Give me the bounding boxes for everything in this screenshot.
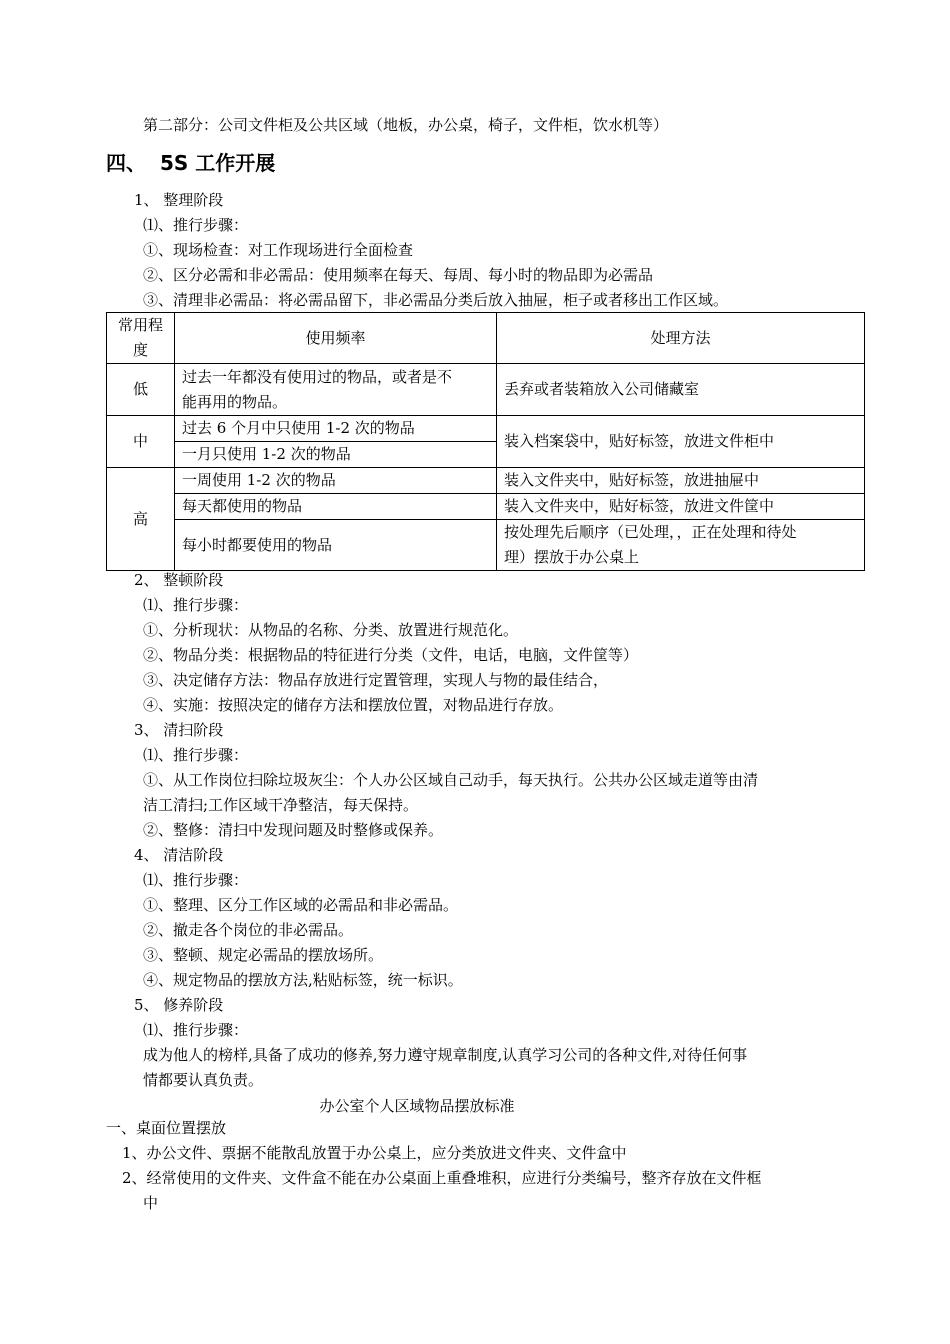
table-row [107, 494, 865, 520]
low-method: 丢弃或者装箱放入公司储藏室 [497, 364, 865, 416]
level-mid: 中 [107, 416, 175, 468]
level-low: 低 [107, 364, 175, 416]
standard-item2b: 中 [143, 1194, 159, 1212]
header-frequency: 使用频率 [175, 313, 497, 364]
table-row [107, 364, 865, 416]
level-high: 高 [107, 468, 175, 571]
standard-section1: 一、桌面位置摆放 [106, 1119, 227, 1137]
section-number: 四、 [106, 151, 146, 175]
section-heading: 5S 工作开展 [160, 151, 276, 175]
stage5-line1a: 成为他人的榜样,具备了成功的修养,努力遵守规章制度,认真学习公司的各种文件,对待任何事 [143, 1046, 748, 1064]
mid-frequency-1: 过去 6 个月中只使用 1-2 次的物品 [175, 416, 497, 442]
stage1-title: 1、 整理阶段 [134, 191, 224, 209]
stage2-line1: ①、分析现状：从物品的名称、分类、放置进行规范化。 [143, 621, 519, 639]
stage2-title: 2、 整顿阶段 [134, 571, 224, 589]
part2-text: 第二部分：公司文件柜及公共区域（地板，办公桌，椅子，文件柜，饮水机等） [143, 116, 669, 134]
low-frequency: 过去一年都没有使用过的物品，或者是不 能再用的物品。 [175, 364, 497, 416]
stage1-line2: ②、区分必需和非必需品：使用频率在每天、每周、每小时的物品即为必需品 [143, 266, 654, 284]
high-frequency-2: 每天都使用的物品 [175, 494, 497, 520]
stage3-title: 3、 清扫阶段 [134, 721, 224, 739]
stage4-line3: ③、整顿、规定必需品的摆放场所。 [143, 946, 384, 964]
standard-title: 办公室个人区域物品摆放标准 [319, 1097, 515, 1115]
stage2-steps: ⑴、推行步骤： [143, 596, 249, 614]
stage1-steps: ⑴、推行步骤： [143, 216, 249, 234]
table-row [107, 520, 865, 571]
stage2-line2: ②、物品分类：根据物品的特征进行分类（文件，电话，电脑，文件筐等） [143, 646, 639, 664]
stage3-line2: ②、整修：清扫中发现问题及时整修或保养。 [143, 821, 444, 839]
standard-item1: 1、办公文件、票据不能散乱放置于办公桌上，应分类放进文件夹、文件盒中 [122, 1144, 627, 1162]
table-row [107, 468, 865, 494]
standard-item2a: 2、经常使用的文件夹、文件盒不能在办公桌面上重叠堆积，应进行分类编号，整齐存放在文件框 [122, 1169, 762, 1187]
header-level: 常用程 度 [107, 313, 175, 364]
high-frequency-3: 每小时都要使用的物品 [175, 520, 497, 571]
stage3-line1b: 洁工清扫;工作区域干净整洁，每天保持。 [143, 796, 419, 814]
table-row [107, 416, 865, 442]
high-method-2: 装入文件夹中，贴好标签，放进文件筐中 [497, 494, 865, 520]
stage3-steps: ⑴、推行步骤： [143, 746, 249, 764]
stage1-line3: ③、清理非必需品：将必需品留下，非必需品分类后放入抽屉，柜子或者移出工作区域。 [143, 291, 729, 309]
high-frequency-1: 一周使用 1-2 次的物品 [175, 468, 497, 494]
stage1-line1: ①、现场检查：对工作现场进行全面检查 [143, 241, 414, 259]
high-method-3: 按处理先后顺序（已处理，，正在处理和待处 理）摆放于办公桌上 [497, 520, 865, 571]
usage-frequency-table [106, 312, 865, 571]
header-method: 处理方法 [497, 313, 865, 364]
mid-frequency-2: 一月只使用 1-2 次的物品 [175, 442, 497, 468]
stage4-title: 4、 清洁阶段 [134, 846, 224, 864]
stage5-steps: ⑴、推行步骤： [143, 1021, 249, 1039]
stage2-line3: ③、决定储存方法：物品存放进行定置管理，实现人与物的最佳结合， [143, 671, 609, 689]
mid-method: 装入档案袋中，贴好标签，放进文件柜中 [497, 416, 865, 468]
stage4-line1: ①、整理、区分工作区域的必需品和非必需品。 [143, 896, 459, 914]
stage4-line4: ④、规定物品的摆放方法,粘贴标签，统一标识。 [143, 971, 463, 989]
high-method-1: 装入文件夹中，贴好标签，放进抽屉中 [497, 468, 865, 494]
stage5-title: 5、 修养阶段 [134, 996, 224, 1014]
stage4-line2: ②、撤走各个岗位的非必需品。 [143, 921, 354, 939]
stage5-line1b: 情都要认真负责。 [143, 1071, 264, 1089]
stage3-line1a: ①、从工作岗位扫除垃圾灰尘：个人办公区域自己动手，每天执行。公共办公区域走道等由清 [143, 771, 759, 789]
stage2-line4: ④、实施：按照决定的储存方法和摆放位置，对物品进行存放。 [143, 696, 564, 714]
stage4-steps: ⑴、推行步骤： [143, 871, 249, 889]
table-header-row [107, 313, 865, 364]
